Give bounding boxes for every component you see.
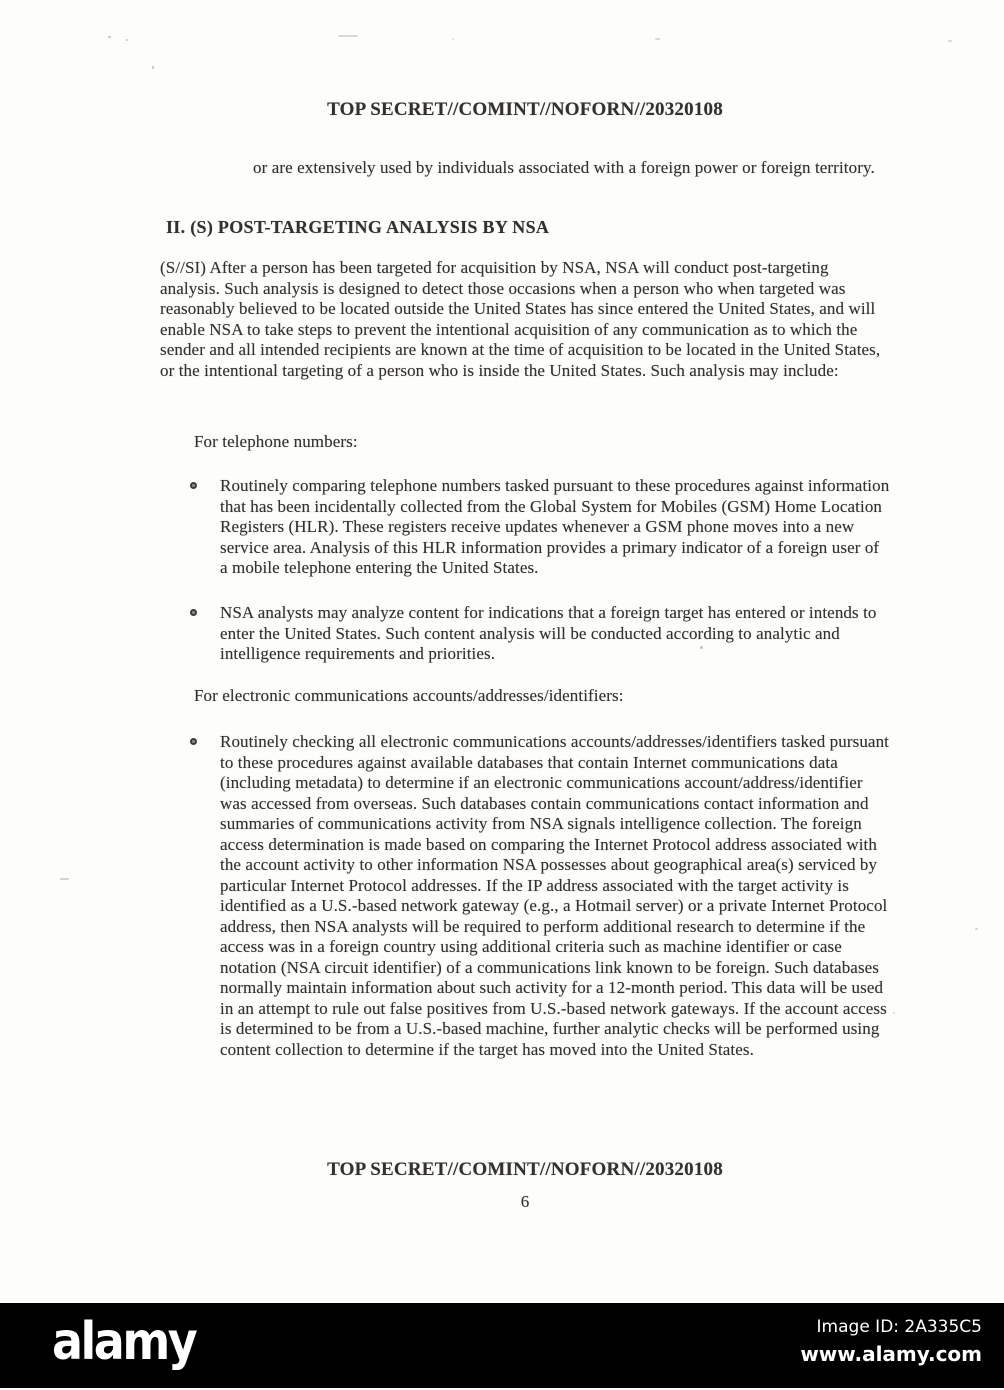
body-paragraph: (S//SI) After a person has been targeted for acquisition by NSA, NSA will conduct post-targeting analysis. Such analysis is designed to detect those occasions when a person who when targeted was reasonably believed to be located outside the United States has since entered the United States, and will enable NSA to take steps to prevent the intentional acquisition of any communication as to which the sender and all intended recipients are known at the time of acquisition to be located in the United States, or the intentional targeting of a person who is inside the United States. Such analysis may include: — [160, 258, 881, 380]
scan-speck — [126, 39, 128, 41]
scan-speck — [152, 66, 154, 69]
alamy-url-text: www.alamy.com — [800, 1342, 982, 1366]
electronic-bullet-1 — [190, 732, 890, 1060]
classification-footer: TOP SECRET//COMINT//NOFORN//20320108 — [327, 1159, 723, 1180]
scan-speck — [975, 928, 978, 930]
document-page — [160, 0, 890, 1300]
scan-speck — [108, 36, 111, 38]
scan-speck — [893, 1012, 895, 1014]
telephone-bullet-2-text: NSA analysts may analyze content for indications that a foreign target has entered or intends to enter the United States. Such content analysis will be conducted according to analytic and intelligence requirements and priorities. — [220, 603, 877, 663]
image-id-text: Image ID: 2A335C5 — [816, 1317, 982, 1337]
scan-speck — [948, 40, 952, 42]
telephone-bullet-2 — [190, 603, 890, 665]
electronic-section-label: For electronic communications accounts/addresses/identifiers: — [194, 686, 624, 705]
telephone-bullet-1-text: Routinely comparing telephone numbers tasked pursuant to these procedures against information that has been incidentally collected from the Global System for Mobiles (GSM) Home Location Registers (HLR). These registers receive updates whenever a GSM phone moves into a new service area. Analysis of this HLR information provides a primary indicator of a foreign user of a mobile telephone entering the United States. — [220, 476, 890, 577]
electronic-bullet-1-text: Routinely checking all electronic communications accounts/addresses/identifiers tasked pursuant to these procedures against available databases that contain Internet communications data (including metadata) to determine if an electronic communications account/address/identifier was accessed from overseas. Such databases contain communications contact information and summaries of communications activity from NSA signals intelligence collection. The foreign access determination is made based on comparing the Internet Protocol address associated with the account activity to other information NSA possesses about geographical area(s) serviced by particular Internet Protocol addresses. If the IP address associated with the target activity is identified as a U.S.-based network gateway (e.g., a Hotmail server) or a private Internet Protocol address, then NSA analysts will be required to perform additional research to determine if the access was in a foreign country using additional criteria such as machine identifier or case notation (NSA circuit identifier) of a communications link known to be foreign. Such databases normally maintain information about such activity for a 12-month period. This data will be used in an attempt to rule out false positives from U.S.-based network gateways. If the account access is determined to be from a U.S.-based machine, further analytic checks will be performed using content collection to determine if the target has moved into the United States. — [220, 732, 889, 1059]
telephone-section-label: For telephone numbers: — [194, 432, 358, 451]
telephone-bullet-1 — [190, 476, 890, 579]
bullet-icon — [190, 603, 220, 665]
bullet-icon — [190, 732, 220, 1060]
section-heading: II. (S) POST-TARGETING ANALYSIS BY NSA — [166, 217, 550, 237]
alamy-logo: alamy — [52, 1311, 196, 1372]
page-number: 6 — [520, 1192, 530, 1211]
bullet-icon — [190, 476, 220, 579]
classification-header: TOP SECRET//COMINT//NOFORN//20320108 — [327, 99, 723, 120]
scan-speck — [60, 878, 69, 880]
watermark-bar — [0, 1303, 1004, 1388]
watermark-info — [800, 1317, 982, 1366]
intro-paragraph: or are extensively used by individuals associated with a foreign power or foreign territory. — [253, 158, 875, 177]
